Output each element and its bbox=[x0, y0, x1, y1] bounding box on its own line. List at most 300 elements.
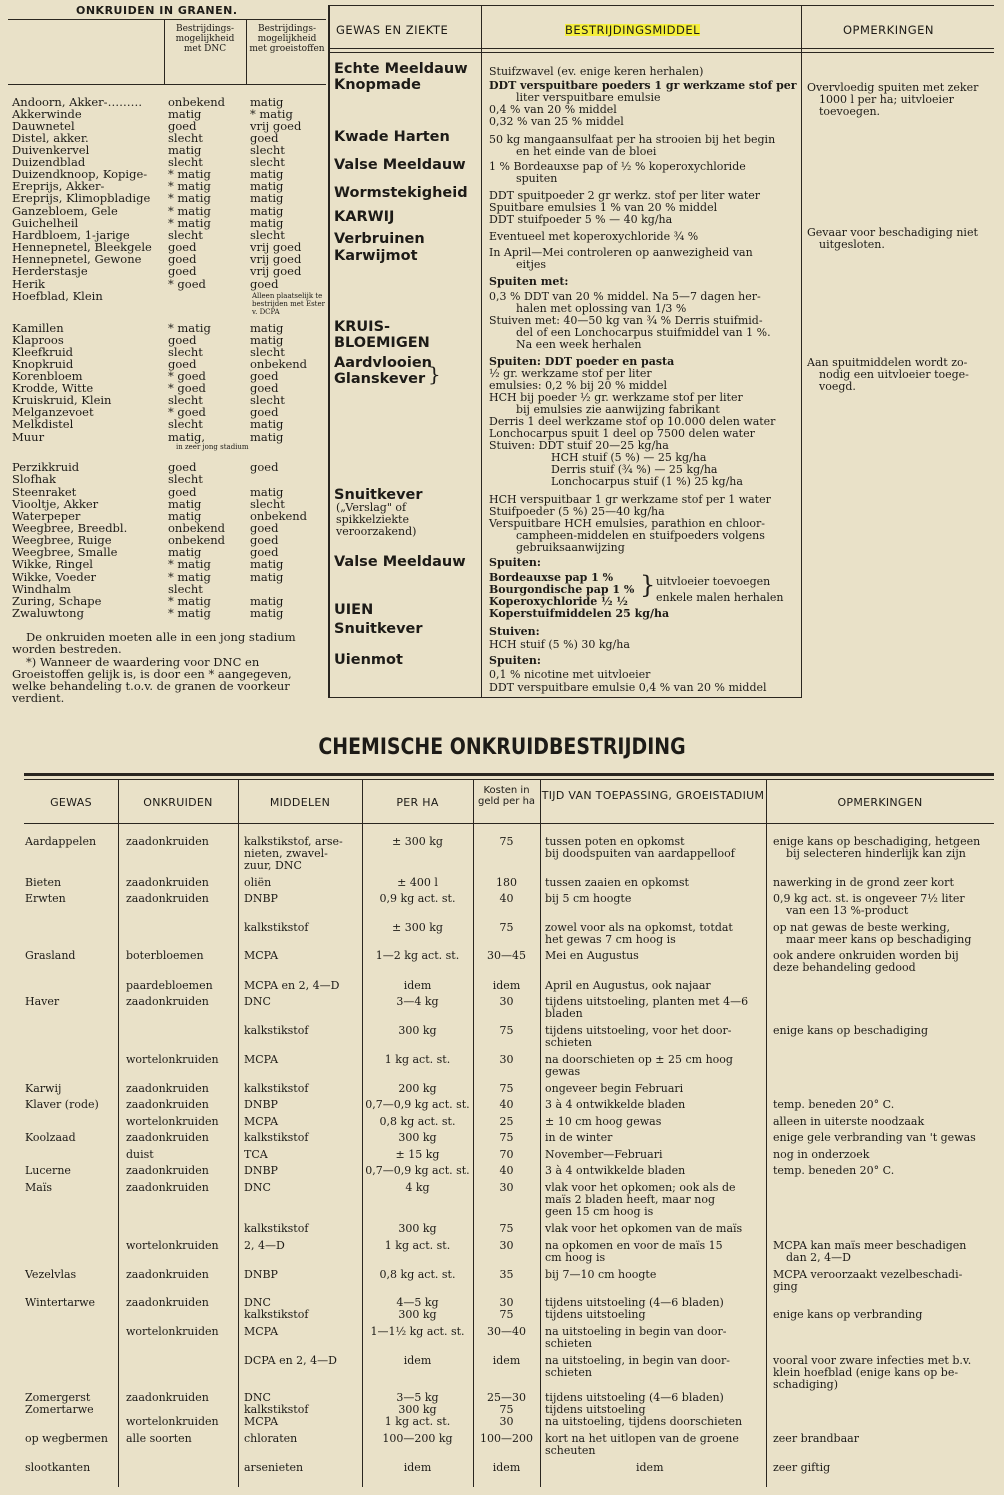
disease-label: KARWIJ bbox=[334, 209, 395, 225]
chem-cell: alleen in uiterste noodzaak bbox=[773, 1115, 925, 1128]
weed-groei: matig bbox=[250, 321, 284, 335]
chem-cell: Mei en Augustus bbox=[545, 949, 639, 962]
chem-cell: Aardappelen bbox=[25, 835, 97, 848]
chem-cell: nog in onderzoek bbox=[773, 1148, 870, 1161]
chem-cell: tussen zaaien en opkomst bbox=[545, 876, 689, 889]
disease-treatment: Lonchocarpus spuit 1 deel op 7500 delen water bbox=[489, 427, 755, 440]
chem-header: GEWAS bbox=[50, 796, 92, 809]
chem-cell: MCPA kan maïs meer beschadigen bbox=[773, 1239, 967, 1252]
chem-cell: idem bbox=[492, 1461, 521, 1474]
chem-cell: 75 bbox=[499, 1308, 514, 1321]
disease-remark: uitgesloten. bbox=[819, 238, 885, 251]
weed-groei: onbekend bbox=[250, 509, 308, 523]
chem-cell: 3—4 kg bbox=[396, 995, 439, 1008]
weed-name: Duivenkervel bbox=[12, 143, 90, 157]
weed-groei: matig bbox=[250, 606, 284, 620]
chem-cell: enige gele verbranding van 't gewas bbox=[773, 1131, 976, 1144]
weed-groei: onbekend bbox=[250, 357, 308, 371]
weed-groei: goed bbox=[250, 521, 279, 535]
chem-cell: zowel voor als na opkomst, totdat bbox=[545, 921, 733, 934]
chem-cell: deze behandeling gedood bbox=[773, 961, 916, 974]
chem-cell: ± 400 l bbox=[397, 876, 438, 889]
weed-groei: slecht bbox=[250, 345, 285, 359]
chem-cell: 25—30 bbox=[487, 1391, 526, 1404]
chem-cell: tijdens uitstoeling (4—6 bladen) bbox=[545, 1391, 724, 1404]
disease-label: Snuitkever bbox=[334, 487, 423, 503]
disease-label: KRUIS- bbox=[334, 319, 391, 335]
chem-cell: DNC bbox=[244, 1296, 271, 1309]
disease-label: Snuitkever bbox=[334, 621, 423, 637]
chem-cell: idem bbox=[492, 979, 521, 992]
weed-name: Kruiskruid, Klein bbox=[12, 393, 112, 407]
chem-cell: zeer giftig bbox=[773, 1461, 831, 1474]
weed-name: Weegbree, Ruige bbox=[12, 533, 112, 547]
chem-cell: Koolzaad bbox=[25, 1131, 76, 1144]
weed-dnc: * goed bbox=[168, 369, 206, 383]
chem-cell: wortelonkruiden bbox=[126, 1415, 219, 1428]
weed-name: Knopkruid bbox=[12, 357, 74, 371]
weed-name: Krodde, Witte bbox=[12, 381, 94, 395]
weed-dnc: matig bbox=[168, 509, 202, 523]
chem-cell: TCA bbox=[244, 1148, 268, 1161]
chem-cell: vooral voor zware infecties met b.v. bbox=[773, 1354, 972, 1367]
disease-treatment: HCH stuif (5 %) 30 kg/ha bbox=[489, 638, 630, 651]
weed-dnc: * matig bbox=[168, 557, 211, 571]
chem-cell: scheuten bbox=[545, 1444, 596, 1457]
weed-dnc: slecht bbox=[168, 131, 203, 145]
chem-cell: schieten bbox=[545, 1036, 592, 1049]
weed-name: Duizendblad bbox=[12, 155, 86, 169]
disease-treatment: 0,32 % van 25 % middel bbox=[489, 115, 624, 128]
weed-name: Ereprijs, Klimopbladige bbox=[12, 191, 151, 205]
weeds-footnote-2: *) Wanneer de waardering voor DNC en Groeistoffen gelijk is, is door een * aangegeven, welke behandeling t.o.v. de granen de voorkeur verdient. bbox=[12, 655, 292, 705]
chem-cell: in de winter bbox=[545, 1131, 613, 1144]
disease-label: Echte Meeldauw bbox=[334, 61, 468, 77]
weed-dnc: goed bbox=[168, 485, 197, 499]
disease-remark: Overvloedig spuiten met zeker bbox=[807, 81, 979, 94]
weed-name: Waterpeper bbox=[12, 509, 81, 523]
weed-dnc: goed bbox=[168, 252, 197, 266]
chem-header: Kosten in geld per ha bbox=[477, 785, 536, 807]
weed-name: Wikke, Voeder bbox=[12, 570, 96, 584]
chem-cell: tijdens uitstoeling bbox=[545, 1403, 646, 1416]
weed-groei: slecht bbox=[250, 143, 285, 157]
weed-name: Akkerwinde bbox=[12, 107, 82, 121]
disease-treatment: Spuitbare emulsies 1 % van 20 % middel bbox=[489, 201, 718, 214]
disease-label: Glanskever bbox=[334, 371, 426, 387]
disease-treatment: Na een week herhalen bbox=[516, 338, 642, 351]
disease-label: UIEN bbox=[334, 602, 374, 618]
chem-cell: schieten bbox=[545, 1337, 592, 1350]
chem-cell: 300 kg bbox=[398, 1222, 437, 1235]
chem-cell: zeer brandbaar bbox=[773, 1432, 859, 1445]
chem-header: OPMERKINGEN bbox=[837, 796, 923, 809]
weed-dnc: * matig bbox=[168, 606, 211, 620]
weed-groei: goed bbox=[250, 533, 279, 547]
chem-cell: 75 bbox=[499, 921, 514, 934]
chem-cell: kort na het uitlopen van de groene bbox=[545, 1432, 739, 1445]
chem-cell: Vezelvlas bbox=[25, 1268, 77, 1281]
weed-name: Viooltje, Akker bbox=[12, 497, 99, 511]
disease-treatment: 0,4 % van 20 % middel bbox=[489, 103, 617, 116]
chem-cell: bij doodspuiten van aardappelloof bbox=[545, 847, 735, 860]
chem-cell: 75 bbox=[499, 835, 514, 848]
weed-dnc: slecht bbox=[168, 582, 203, 596]
disease-treatment: Spuiten: bbox=[489, 556, 541, 569]
chem-cell: cm hoog is bbox=[545, 1251, 606, 1264]
weed-dnc: goed bbox=[168, 460, 197, 474]
chem-cell: Zomertarwe bbox=[25, 1403, 94, 1416]
chem-cell: na opkomen en voor de maïs 15 bbox=[545, 1239, 723, 1252]
disease-treatment: gebruiksaanwijzing bbox=[516, 541, 625, 554]
chem-cell: op wegbermen bbox=[25, 1432, 108, 1445]
chem-cell: temp. beneden 20° C. bbox=[773, 1164, 895, 1177]
weed-groei: matig bbox=[250, 216, 284, 230]
chem-cell: enige kans op beschadiging bbox=[773, 1024, 929, 1037]
chem-cell: zaadonkruiden bbox=[126, 1268, 209, 1281]
weed-name: Dauwnetel bbox=[12, 119, 75, 133]
chem-header: TIJD VAN TOEPASSING, GROEISTADIUM bbox=[541, 789, 765, 802]
chem-cell: alle soorten bbox=[126, 1432, 192, 1445]
chem-cell: boterbloemen bbox=[126, 949, 204, 962]
chem-header: PER HA bbox=[396, 796, 439, 809]
weed-name: Slofhak bbox=[12, 472, 56, 486]
weed-dnc: * matig bbox=[168, 216, 211, 230]
chem-cell: bij 7—10 cm hoogte bbox=[545, 1268, 657, 1281]
disease-remark: voegd. bbox=[819, 380, 856, 393]
chem-cell: na uitstoeling, tijdens doorschieten bbox=[545, 1415, 743, 1428]
chem-cell: ± 10 cm hoog gewas bbox=[545, 1115, 662, 1128]
chem-cell: DNBP bbox=[244, 1098, 278, 1111]
weed-name: Ganzebloem, Gele bbox=[12, 204, 118, 218]
chem-cell: 30 bbox=[499, 1239, 514, 1252]
chem-cell: dan 2, 4—D bbox=[786, 1251, 851, 1264]
chem-cell: 300 kg bbox=[398, 1131, 437, 1144]
chem-cell: 0,9 kg act. st. bbox=[379, 892, 456, 905]
weed-dnc: * matig bbox=[168, 321, 211, 335]
chem-cell: paardebloemen bbox=[126, 979, 213, 992]
chem-cell: Haver bbox=[25, 995, 60, 1008]
chem-cell: 30—45 bbox=[487, 949, 526, 962]
chem-cell: ± 300 kg bbox=[392, 835, 443, 848]
disease-label: Uienmot bbox=[334, 652, 403, 668]
chem-cell: 100—200 bbox=[480, 1432, 533, 1445]
weed-groei: matig bbox=[250, 485, 284, 499]
chem-title: CHEMISCHE ONKRUIDBESTRIJDING bbox=[318, 735, 686, 760]
chem-cell: tussen poten en opkomst bbox=[545, 835, 685, 848]
chem-cell: 4 kg bbox=[405, 1181, 430, 1194]
chem-cell: 30—40 bbox=[487, 1325, 526, 1338]
hoefblad-note: Alleen plaatselijk te bestrijden met Ester v. DCPA bbox=[252, 292, 325, 316]
chem-cell: oliën bbox=[244, 876, 272, 889]
chem-cell: kalkstikstof bbox=[244, 1308, 309, 1321]
chem-cell: kalkstikstof bbox=[244, 1131, 309, 1144]
weed-groei: matig bbox=[250, 594, 284, 608]
weed-groei: matig bbox=[250, 179, 284, 193]
disease-treatment: 0,3 % DDT van 20 % middel. Na 5—7 dagen her- bbox=[489, 290, 761, 303]
chem-cell: 4—5 kg bbox=[396, 1296, 439, 1309]
weed-dnc: matig bbox=[168, 497, 202, 511]
disease-treatment: Lonchocarpus stuif (1 %) 25 kg/ha bbox=[551, 475, 743, 488]
weed-dnc: slecht bbox=[168, 228, 203, 242]
weed-name: Herderstasje bbox=[12, 264, 88, 278]
chem-cell: wortelonkruiden bbox=[126, 1115, 219, 1128]
weed-dnc: goed bbox=[168, 119, 197, 133]
weed-groei: * matig bbox=[250, 107, 293, 121]
chem-cell: kalkstikstof bbox=[244, 1082, 309, 1095]
chem-cell: DNBP bbox=[244, 1164, 278, 1177]
chem-cell: 30 bbox=[499, 1415, 514, 1428]
weed-groei: goed bbox=[250, 277, 279, 291]
disease-treatment: del of een Lonchocarpus stuifmiddel van 1 %. bbox=[516, 326, 771, 339]
weed-dnc: slecht bbox=[168, 417, 203, 431]
chem-cell: 3 à 4 ontwikkelde bladen bbox=[545, 1164, 686, 1177]
disease-treatment: uitvloeier toevoegen bbox=[656, 575, 771, 588]
disease-label: Wormstekigheid bbox=[334, 185, 468, 201]
brace-1: } bbox=[428, 362, 441, 386]
chem-cell: idem bbox=[492, 1354, 521, 1367]
weed-dnc: * matig bbox=[168, 594, 211, 608]
chem-cell: tijdens uitstoeling, planten met 4—6 bbox=[545, 995, 749, 1008]
weed-dnc: * matig bbox=[168, 204, 211, 218]
chem-cell: maar meer kans op beschadiging bbox=[786, 933, 972, 946]
chem-cell: Karwij bbox=[25, 1082, 62, 1095]
chem-cell: na uitstoeling, in begin van door- bbox=[545, 1354, 730, 1367]
weed-groei: slecht bbox=[250, 393, 285, 407]
weed-groei: matig bbox=[250, 204, 284, 218]
chem-cell: klein hoefblad (enige kans op be- bbox=[773, 1366, 959, 1379]
disease-label: BLOEMIGEN bbox=[334, 335, 430, 351]
disease-treatment: Spuiten: bbox=[489, 654, 541, 667]
disease-remark: nodig een uitvloeier toege- bbox=[819, 368, 969, 381]
disease-treatment: Stuifzwavel (ev. enige keren herhalen) bbox=[489, 65, 704, 78]
chem-cell: zaadonkruiden bbox=[126, 1296, 209, 1309]
weed-dnc: onbekend bbox=[168, 95, 226, 109]
disease-treatment: DDT spuitpoeder 2 gr werkz. stof per liter water bbox=[489, 189, 761, 202]
weed-name: Perzikkruid bbox=[12, 460, 80, 474]
chem-cell: kalkstikstof bbox=[244, 1222, 309, 1235]
weed-name: Hennepnetel, Bleekgele bbox=[12, 240, 152, 254]
chem-cell: 40 bbox=[499, 892, 514, 905]
chem-cell: 30 bbox=[499, 1296, 514, 1309]
chem-cell: 300 kg bbox=[398, 1403, 437, 1416]
disease-treatment: campheen-middelen en stuifpoeders volgens bbox=[516, 529, 765, 542]
weed-name: Klaproos bbox=[12, 333, 64, 347]
weed-groei: matig bbox=[250, 430, 284, 444]
disease-treatment: Derris 1 deel werkzame stof op 10.000 delen water bbox=[489, 415, 776, 428]
weed-groei: vrij goed bbox=[250, 264, 302, 278]
disease-label: Aardvlooien bbox=[334, 355, 433, 371]
weed-groei: matig bbox=[250, 570, 284, 584]
chem-cell: MCPA bbox=[244, 949, 279, 962]
weed-dnc: goed bbox=[168, 240, 197, 254]
disease-treatment: emulsies: 0,2 % bij 20 % middel bbox=[489, 379, 667, 392]
chem-cell: duist bbox=[126, 1148, 154, 1161]
disease-treatment: 1 % Bordeauxse pap of ½ % koperoxychloride bbox=[489, 160, 746, 173]
weed-name: Melganzevoet bbox=[12, 405, 94, 419]
weed-name: Herik bbox=[12, 277, 45, 291]
chem-cell: 40 bbox=[499, 1098, 514, 1111]
chem-cell: het gewas 7 cm hoog is bbox=[545, 933, 676, 946]
weed-dnc: goed bbox=[168, 333, 197, 347]
weed-groei: slecht bbox=[250, 155, 285, 169]
chem-cell: DNC bbox=[244, 1181, 271, 1194]
chem-cell: 30 bbox=[499, 1181, 514, 1194]
weed-groei: goed bbox=[250, 131, 279, 145]
disease-treatment: Bourgondische pap 1 % bbox=[489, 583, 635, 596]
chem-cell: 0,7—0,9 kg act. st. bbox=[365, 1098, 470, 1111]
disease-treatment: Spuiten met: bbox=[489, 275, 569, 288]
weed-groei: vrij goed bbox=[250, 119, 302, 133]
diseases-header-middel: BESTRIJDINGSMIDDEL bbox=[565, 23, 701, 37]
disease-label: Valse Meeldauw bbox=[334, 554, 466, 570]
disease-treatment: bij emulsies zie aanwijzing fabrikant bbox=[516, 403, 720, 416]
chem-cell: wortelonkruiden bbox=[126, 1053, 219, 1066]
weed-name: Melkdistel bbox=[12, 417, 74, 431]
chem-cell: zaadonkruiden bbox=[126, 1181, 209, 1194]
col-groei-header: Bestrijdings-mogelijkheid met groeistoffen bbox=[249, 24, 325, 54]
chem-cell: Bieten bbox=[25, 876, 62, 889]
weed-name: Hardbloem, 1-jarige bbox=[12, 228, 130, 242]
chem-cell: na doorschieten op ± 25 cm hoog bbox=[545, 1053, 733, 1066]
weed-dnc: onbekend bbox=[168, 533, 226, 547]
chem-cell: idem bbox=[403, 1461, 432, 1474]
disease-label: Kwade Harten bbox=[334, 129, 450, 145]
brace-2: } bbox=[640, 571, 656, 599]
chem-cell: zaadonkruiden bbox=[126, 1082, 209, 1095]
chem-cell: maïs 2 bladen heeft, maar nog bbox=[545, 1193, 716, 1206]
diseases-header-opm: OPMERKINGEN bbox=[843, 23, 934, 37]
chem-cell: 180 bbox=[496, 876, 517, 889]
chem-cell: na uitstoeling in begin van door- bbox=[545, 1325, 727, 1338]
chem-cell: 1 kg act. st. bbox=[384, 1239, 451, 1252]
weeds-footnote-1: De onkruiden moeten alle in een jong stadium worden bestreden. bbox=[12, 630, 296, 656]
chem-cell: zaadonkruiden bbox=[126, 1391, 209, 1404]
chem-cell: op nat gewas de beste werking, bbox=[773, 921, 951, 934]
chem-cell: November—Februari bbox=[545, 1148, 663, 1161]
disease-treatment: Stuiven met: 40—50 kg van ¾ % Derris stuifmid- bbox=[489, 314, 763, 327]
chem-cell: 1 kg act. st. bbox=[384, 1053, 451, 1066]
weed-groei: matig bbox=[250, 333, 284, 347]
chem-cell: zaadonkruiden bbox=[126, 995, 209, 1008]
disease-treatment: HCH bij poeder ½ gr. werkzame stof per liter bbox=[489, 391, 743, 404]
chem-cell: schieten bbox=[545, 1366, 592, 1379]
weed-groei: vrij goed bbox=[250, 240, 302, 254]
disease-label: Knopmade bbox=[334, 77, 422, 93]
chem-cell: 200 kg bbox=[398, 1082, 437, 1095]
chem-cell: enige kans op verbranding bbox=[773, 1308, 923, 1321]
chem-cell: ± 300 kg bbox=[392, 921, 443, 934]
disease-remark: Aan spuitmiddelen wordt zo- bbox=[807, 356, 968, 369]
chem-cell: 100—200 kg bbox=[382, 1432, 453, 1445]
weed-groei: matig bbox=[250, 417, 284, 431]
weed-dnc: slecht bbox=[168, 472, 203, 486]
chem-cell: DNBP bbox=[244, 892, 278, 905]
disease-treatment: In April—Mei controleren op aanwezigheid van bbox=[489, 246, 753, 259]
chem-cell: tijdens uitstoeling (4—6 bladen) bbox=[545, 1296, 724, 1309]
chem-cell: 30 bbox=[499, 995, 514, 1008]
chem-cell: bladen bbox=[545, 1007, 583, 1020]
weed-name: Hoefblad, Klein bbox=[12, 289, 103, 303]
chem-cell: Grasland bbox=[25, 949, 76, 962]
disease-label: Valse Meeldauw bbox=[334, 157, 466, 173]
chem-cell: zaadonkruiden bbox=[126, 1131, 209, 1144]
chem-cell: 75 bbox=[499, 1222, 514, 1235]
disease-treatment: Verspuitbare HCH emulsies, parathion en chloor- bbox=[489, 517, 765, 530]
chem-header: ONKRUIDEN bbox=[143, 796, 213, 809]
weed-name: Weegbree, Breedbl. bbox=[12, 521, 128, 535]
weed-dnc: onbekend bbox=[168, 521, 226, 535]
chem-cell: zaadonkruiden bbox=[126, 892, 209, 905]
chem-cell: 40 bbox=[499, 1164, 514, 1177]
disease-treatment: Derris stuif (¾ %) — 25 kg/ha bbox=[551, 463, 718, 476]
chem-cell: nieten, zwavel- bbox=[244, 847, 328, 860]
chem-cell: wortelonkruiden bbox=[126, 1239, 219, 1252]
weed-name: Duizendknoop, Kopige- bbox=[12, 167, 148, 181]
disease-treatment: HCH stuif (5 %) — 25 kg/ha bbox=[551, 451, 707, 464]
chem-cell: 75 bbox=[499, 1082, 514, 1095]
chem-cell: MCPA bbox=[244, 1415, 279, 1428]
chem-cell: vlak voor het opkomen van de maïs bbox=[545, 1222, 743, 1235]
chem-cell: 25 bbox=[499, 1115, 514, 1128]
chem-cell: ook andere onkruiden worden bij bbox=[773, 949, 959, 962]
chem-cell: Erwten bbox=[25, 892, 66, 905]
weed-groei: goed bbox=[250, 381, 279, 395]
chem-cell: 0,9 kg act. st. is ongeveer 7½ liter bbox=[773, 892, 965, 905]
chem-cell: van een 13 %-product bbox=[786, 904, 909, 917]
disease-label: Karwijmot bbox=[334, 248, 418, 264]
disease-treatment: Stuiven: bbox=[489, 625, 540, 638]
weed-name: Steenraket bbox=[12, 485, 77, 499]
chem-cell: Zomergerst bbox=[25, 1391, 91, 1404]
weed-dnc: * matig bbox=[168, 191, 211, 205]
chem-cell: 1—2 kg act. st. bbox=[375, 949, 460, 962]
weed-name: Muur bbox=[12, 430, 45, 444]
chem-cell: zaadonkruiden bbox=[126, 835, 209, 848]
chem-cell: MCPA veroorzaakt vezelbeschadi- bbox=[773, 1268, 963, 1281]
disease-treatment: DDT verspuitbare emulsie 0,4 % van 20 % middel bbox=[489, 681, 767, 694]
diseases-header-gewas: GEWAS EN ZIEKTE bbox=[336, 23, 449, 37]
chem-cell: 300 kg bbox=[398, 1308, 437, 1321]
chem-cell: kalkstikstof, arse- bbox=[244, 835, 343, 848]
disease-treatment: halen met oplossing van 1/3 % bbox=[516, 302, 687, 315]
chem-cell: geen 15 cm hoog is bbox=[545, 1205, 654, 1218]
chem-cell: vlak voor het opkomen; ook als de bbox=[545, 1181, 736, 1194]
weed-dnc: slecht bbox=[168, 155, 203, 169]
chem-cell: MCPA bbox=[244, 1325, 279, 1338]
chem-cell: 2, 4—D bbox=[244, 1239, 285, 1252]
weed-dnc: * matig bbox=[168, 167, 211, 181]
weed-name: Guichelheil bbox=[12, 216, 79, 230]
weed-groei: goed bbox=[250, 369, 279, 383]
chem-cell: ongeveer begin Februari bbox=[545, 1082, 684, 1095]
disease-remark: Gevaar voor beschadiging niet bbox=[807, 226, 978, 239]
disease-treatment: Koperoxychloride ½ ½ bbox=[489, 595, 628, 608]
disease-treatment: enkele malen herhalen bbox=[656, 591, 784, 604]
weed-dnc: * goed bbox=[168, 381, 206, 395]
disease-treatment: Eventueel met koperoxychloride ¾ % bbox=[489, 230, 699, 243]
disease-treatment: spuiten bbox=[516, 172, 558, 185]
weed-name: Zuring, Schape bbox=[12, 594, 102, 608]
weed-dnc: slecht bbox=[168, 345, 203, 359]
disease-treatment: Stuiven: DDT stuif 20—25 kg/ha bbox=[489, 439, 669, 452]
chem-cell: gewas bbox=[545, 1065, 581, 1078]
chem-header: MIDDELEN bbox=[269, 796, 331, 809]
disease-treatment: Bordeauxse pap 1 % bbox=[489, 571, 614, 584]
col-dnc-header: Bestrijdings-mogelijkheid met DNC bbox=[175, 24, 235, 54]
chem-cell: kalkstikstof bbox=[244, 1024, 309, 1037]
weed-name: Zwaluwtong bbox=[12, 606, 84, 620]
